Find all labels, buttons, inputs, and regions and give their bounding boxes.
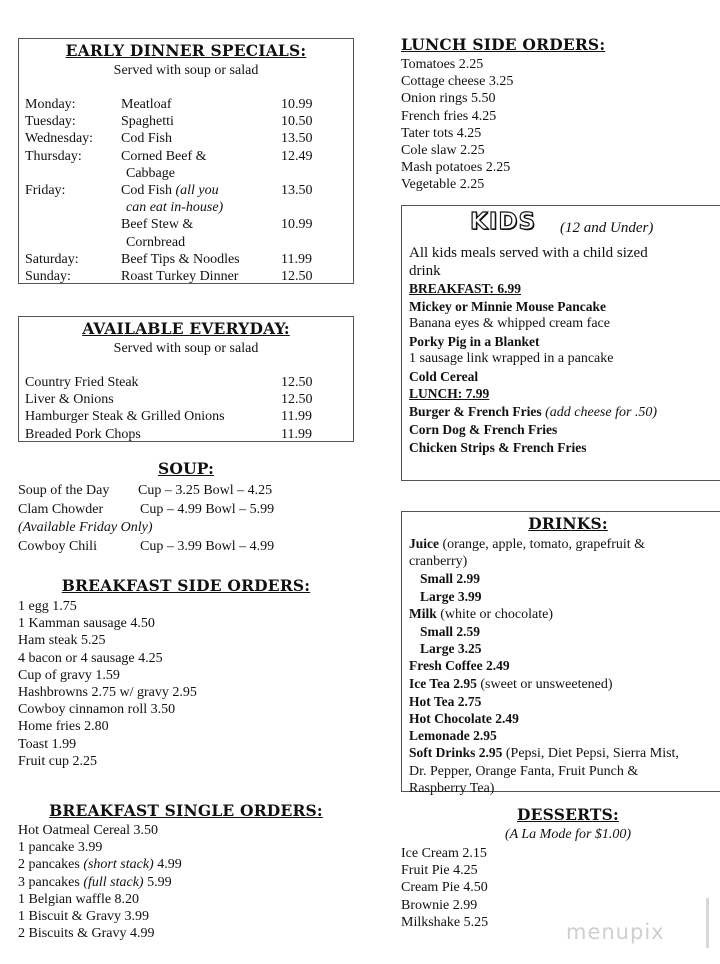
drink-milk-desc: (white or chocolate) <box>440 606 553 622</box>
desserts-list <box>401 845 488 931</box>
breakfast-sides-title: BREAKFAST SIDE ORDERS: <box>61 576 311 595</box>
soup-name: Clam Chowder <box>18 501 104 517</box>
kids-intro: All kids meals served with a child sized <box>409 245 648 261</box>
breakfast-side-item: Cup of gravy 1.59 <box>18 667 120 683</box>
drink-lemonade: Lemonade 2.95 <box>409 728 497 744</box>
early-dinner-row <box>25 216 345 233</box>
early-dinner-price: 12.49 <box>281 148 313 164</box>
early-dinner-item-name: Spaghetti <box>121 114 174 130</box>
early-dinner-title: EARLY DINNER SPECIALS: <box>65 41 307 60</box>
breakfast-single-title: BREAKFAST SINGLE ORDERS: <box>49 801 323 820</box>
lunch-sides-list <box>401 56 513 194</box>
breakfast-sides-list <box>18 598 197 770</box>
early-dinner-item <box>121 182 219 199</box>
lunch-side-item: Cole slaw 2.25 <box>401 143 485 159</box>
early-dinner-row <box>25 96 345 113</box>
everyday-row <box>25 374 345 391</box>
early-dinner-day: Tuesday: <box>25 114 76 130</box>
early-dinner-subtitle: Served with soup or salad <box>113 63 259 78</box>
early-dinner-item-name: Cornbread <box>126 234 186 250</box>
drink-juice-large: Large 3.99 <box>420 588 482 604</box>
early-dinner-item-name: Meatloaf <box>121 97 172 112</box>
soup-prices: Cup – 3.25 Bowl – 4.25 <box>138 483 273 498</box>
breakfast-single-text: 3 pancakes <box>18 874 84 890</box>
dessert-item: Ice Cream 2.15 <box>401 846 487 861</box>
everyday-item: Hamburger Steak & Grilled Onions <box>25 409 225 425</box>
kids-item-mickey-desc: Banana eyes & whipped cream face <box>409 316 610 331</box>
kids-burger-note: (add cheese for .50) <box>545 404 658 420</box>
everyday-row <box>25 426 345 443</box>
everyday-box <box>18 316 354 442</box>
drink-soft-desc-3: Raspberry Tea) <box>409 780 495 796</box>
drinks-list <box>409 535 679 797</box>
early-dinner-price: 10.50 <box>281 114 313 130</box>
everyday-title: AVAILABLE EVERYDAY: <box>82 319 290 338</box>
desserts-title: DESSERTS: <box>517 805 619 824</box>
soup-name: Cowboy Chili <box>18 538 97 554</box>
early-dinner-item <box>121 199 223 216</box>
early-dinner-item-note: (all you <box>175 182 219 198</box>
soup-row <box>18 482 354 501</box>
drink-hot-chocolate: Hot Chocolate 2.49 <box>409 711 519 727</box>
everyday-item: Breaded Pork Chops <box>25 426 141 442</box>
breakfast-single-item <box>18 839 182 856</box>
drink-soft-desc: (Pepsi, Diet Pepsi, Sierra Mist, <box>505 746 679 762</box>
dessert-item: Milkshake 5.25 <box>401 914 489 930</box>
everyday-item: Liver & Onions <box>25 392 114 408</box>
kids-item-chicken: Chicken Strips & French Fries <box>409 439 587 455</box>
early-dinner-row <box>25 113 345 130</box>
drink-ice-tea-label: Ice Tea 2.95 <box>409 675 477 691</box>
drink-milk-large: Large 3.25 <box>420 641 482 657</box>
early-dinner-row <box>25 199 345 216</box>
early-dinner-row <box>25 234 345 251</box>
drink-soft <box>409 744 679 762</box>
kids-item-porky: Porky Pig in a Blanket <box>409 333 540 349</box>
drink-milk-small: Small 2.59 <box>420 624 481 640</box>
dessert-item: Cream Pie 4.50 <box>401 880 488 896</box>
lunch-side-item: Vegetable 2.25 <box>401 177 485 193</box>
drink-coffee: Fresh Coffee 2.49 <box>409 658 510 674</box>
drink-ice-tea-desc: (sweet or unsweetened) <box>480 676 613 692</box>
soup-prices: Cup – 3.99 Bowl – 4.99 <box>140 538 275 554</box>
breakfast-side-item: Hashbrowns 2.75 w/ gravy 2.95 <box>18 685 197 701</box>
early-dinner-item <box>121 130 172 147</box>
early-dinner-row <box>25 130 345 147</box>
drink-juice-label: Juice <box>409 536 439 551</box>
everyday-item: Country Fried Steak <box>25 375 139 390</box>
early-dinner-item-name: Beef Stew & <box>121 217 194 233</box>
drink-hot-tea: Hot Tea 2.75 <box>409 693 482 709</box>
early-dinner-item-name: Corned Beef & <box>121 148 207 164</box>
early-dinner-price: 11.99 <box>281 251 312 267</box>
early-dinner-item <box>121 96 172 113</box>
breakfast-side-item: Fruit cup 2.25 <box>18 753 97 769</box>
early-dinner-item-name: Cod Fish <box>121 131 172 147</box>
lunch-side-item: Mash potatoes 2.25 <box>401 160 511 176</box>
kids-lunch-label: LUNCH: 7.99 <box>409 386 490 401</box>
kids-logo: KIDS <box>470 209 537 235</box>
early-dinner-item <box>121 234 185 251</box>
breakfast-single-note: (short stack) <box>83 857 154 873</box>
breakfast-single-item <box>18 874 182 891</box>
early-dinner-day: Friday: <box>25 182 66 198</box>
kids-breakfast-label: BREAKFAST: 6.99 <box>409 281 522 296</box>
kids-burger-name: Burger & French Fries <box>409 403 542 419</box>
soup-list <box>18 482 354 556</box>
breakfast-single-text: Hot Oatmeal Cereal 3.50 <box>18 823 158 838</box>
breakfast-single-text: 2 Biscuits & Gravy 4.99 <box>18 926 155 942</box>
breakfast-side-item: Cowboy cinnamon roll 3.50 <box>18 702 176 718</box>
early-dinner-day: Wednesday: <box>25 131 94 147</box>
early-dinner-price: 13.50 <box>281 131 313 147</box>
watermark-bar <box>706 898 709 948</box>
kids-item-corndog: Corn Dog & French Fries <box>409 422 558 437</box>
drink-soft-desc-2: Dr. Pepper, Orange Fanta, Fruit Punch & <box>409 763 639 779</box>
early-dinner-row <box>25 165 345 182</box>
early-dinner-item <box>121 216 193 233</box>
dessert-item: Fruit Pie 4.25 <box>401 863 478 879</box>
dessert-item: Brownie 2.99 <box>401 897 478 913</box>
breakfast-single-note: (full stack) <box>83 874 144 890</box>
breakfast-side-item: 1 egg 1.75 <box>18 599 77 614</box>
kids-box <box>401 205 720 481</box>
breakfast-side-item: 4 bacon or 4 sausage 4.25 <box>18 650 163 666</box>
everyday-list <box>25 374 345 443</box>
breakfast-single-list <box>18 822 182 942</box>
early-dinner-item-name: Cod Fish <box>121 182 172 198</box>
early-dinner-day: Saturday: <box>25 251 79 267</box>
watermark-logo: menupix <box>566 920 665 944</box>
soup-name: Soup of the Day <box>18 483 110 498</box>
breakfast-side-item: Home fries 2.80 <box>18 719 109 735</box>
early-dinner-price: 10.99 <box>281 97 313 112</box>
breakfast-single-item <box>18 856 182 873</box>
kids-age-note: (12 and Under) <box>560 220 654 236</box>
everyday-price: 11.99 <box>281 409 312 425</box>
early-dinner-item-note: can eat in-house) <box>126 200 224 216</box>
drink-soft-label: Soft Drinks 2.95 <box>409 745 503 761</box>
breakfast-side-item: Ham steak 5.25 <box>18 633 106 649</box>
breakfast-single-text: 1 Biscuit & Gravy 3.99 <box>18 909 150 925</box>
lunch-side-item: Cottage cheese 3.25 <box>401 74 514 90</box>
early-dinner-price: 12.50 <box>281 268 313 284</box>
drinks-title: DRINKS: <box>528 514 608 533</box>
breakfast-single-text: 2 pancakes <box>18 857 84 873</box>
lunch-side-item: Tater tots 4.25 <box>401 125 482 141</box>
early-dinner-row <box>25 148 345 165</box>
soup-row <box>18 501 354 520</box>
drink-juice-desc: (orange, apple, tomato, grapefruit & <box>442 537 646 552</box>
early-dinner-day: Thursday: <box>25 148 82 164</box>
early-dinner-price: 10.99 <box>281 217 313 233</box>
early-dinner-item <box>121 148 207 165</box>
drink-milk <box>409 605 679 623</box>
kids-item-mickey: Mickey or Minnie Mouse Pancake <box>409 298 606 314</box>
kids-intro-2: drink <box>409 262 441 279</box>
drink-juice <box>409 535 679 553</box>
early-dinner-row <box>25 268 345 285</box>
kids-item-porky-desc: 1 sausage link wrapped in a pancake <box>409 351 614 366</box>
soup-title: SOUP: <box>157 459 215 478</box>
soup-row <box>18 538 354 557</box>
early-dinner-item <box>121 251 240 268</box>
lunch-side-item: French fries 4.25 <box>401 108 497 124</box>
drink-juice-desc-2: cranberry) <box>409 554 468 570</box>
breakfast-side-item: Toast 1.99 <box>18 736 77 752</box>
everyday-price: 12.50 <box>281 392 313 408</box>
early-dinner-box <box>18 38 354 284</box>
early-dinner-row <box>25 251 345 268</box>
breakfast-side-item: 1 Kamman sausage 4.50 <box>18 616 155 632</box>
early-dinner-day: Sunday: <box>25 268 71 284</box>
early-dinner-item <box>121 165 175 182</box>
early-dinner-list <box>25 96 345 285</box>
early-dinner-item-name: Cabbage <box>126 165 175 181</box>
early-dinner-price: 13.50 <box>281 182 313 198</box>
lunch-side-item: Tomatoes 2.25 <box>401 57 484 72</box>
early-dinner-item <box>121 113 174 130</box>
everyday-row <box>25 391 345 408</box>
drink-milk-label: Milk <box>409 605 437 621</box>
soup-prices: Cup – 4.99 Bowl – 5.99 <box>140 501 275 517</box>
breakfast-single-item <box>18 925 182 942</box>
drink-ice-tea <box>409 675 679 693</box>
everyday-subtitle: Served with soup or salad <box>113 341 259 356</box>
breakfast-single-item <box>18 891 182 908</box>
breakfast-single-item <box>18 822 182 839</box>
early-dinner-item-name: Roast Turkey Dinner <box>121 268 239 284</box>
early-dinner-day: Monday: <box>25 97 76 112</box>
breakfast-single-price: 4.99 <box>153 857 182 873</box>
early-dinner-item <box>121 268 238 285</box>
drink-juice-small: Small 2.99 <box>420 571 481 587</box>
lunch-sides-title: LUNCH SIDE ORDERS: <box>401 35 606 54</box>
lunch-side-item: Onion rings 5.50 <box>401 91 496 107</box>
breakfast-single-item <box>18 908 182 925</box>
early-dinner-row <box>25 182 345 199</box>
kids-item-cereal: Cold Cereal <box>409 368 479 384</box>
everyday-row <box>25 408 345 425</box>
kids-item-burger <box>409 403 657 422</box>
early-dinner-item-name: Beef Tips & Noodles <box>121 251 240 267</box>
everyday-price: 11.99 <box>281 426 312 442</box>
breakfast-single-price: 5.99 <box>143 874 172 890</box>
kids-list <box>409 245 657 456</box>
breakfast-single-text: 1 pancake 3.99 <box>18 840 103 856</box>
soup-row <box>18 519 354 538</box>
soup-name: (Available Friday Only) <box>18 520 153 535</box>
desserts-note: (A La Mode for $1.00) <box>504 827 632 842</box>
everyday-price: 12.50 <box>281 375 313 390</box>
drinks-box <box>401 511 720 796</box>
breakfast-single-text: 1 Belgian waffle 8.20 <box>18 891 140 907</box>
